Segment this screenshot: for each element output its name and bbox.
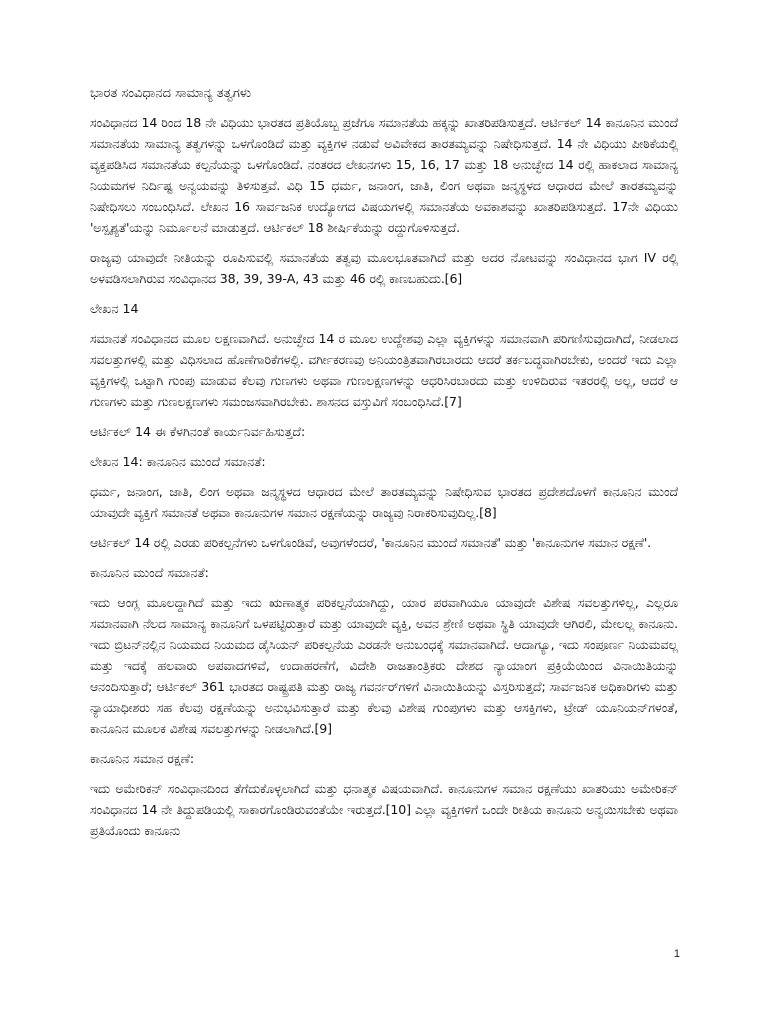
section-heading: ಆರ್ಟಿಕಲ್ 14 ಈ ಕೆಳಗಿನಂತೆ ಕಾರ್ಯನಿರ್ವಹಿಸುತ್ತದೆ: — [90, 424, 306, 439]
paragraph: ಸಮಾನತೆ ಸಂವಿಧಾನದ ಮೂಲ ಲಕ್ಷಣವಾಗಿದೆ. ಅನುಚ್ಛೇದ 14 ರ ಮೂಲ ಉದ್ದೇಶವು ಎಲ್ಲಾ ವ್ಯಕ್ತಿಗಳನ್ನು ಸಮಾನವಾಗಿ ಪರಿಗಣಿಸುವುದಾಗಿದೆ, ನೀಡಲಾದ ಸವಲತ್ತುಗಳಲ್ಲಿ ಮತ್ತು ವಿಧಿಸಲಾದ ಹೊಣೆಗಾರಿಕೆಗಳಲ್ಲಿ. ವರ್ಗೀಕರಣವು ಅನಿಯಂತ್ರಿತವಾಗಿರಬಾರದು ಆದರೆ ತರ್ಕಬದ್ಧವಾಗಿರಬೇಕು, ಅಂದರೆ ಇದು ಎಲ್ಲಾ ವ್ಯಕ್ತಿಗಳಲ್ಲಿ ಒಟ್ಟಾಗಿ ಗುಂಪು ಮಾಡುವ ಕೆಲವು ಗುಣಗಳು ಅಥವಾ ಗುಣಲಕ್ಷಣಗಳನ್ನು ಆಧರಿಸಿರಬಾರದು ಮತ್ತು ಉಳಿದಿರುವ ಇತರರಲ್ಲಿ ಅಲ್ಲ, ಆದರೆ ಆ ಗುಣಗಳು ಮತ್ತು ಗುಣಲಕ್ಷಣಗಳು ಸಮಂಜಸವಾಗಿರಬೇಕು. ಶಾಸನದ ವಸ್ತುವಿಗೆ ಸಂಬಂಧಿಸಿದೆ.[7] — [90, 331, 678, 409]
page-number: 1 — [673, 948, 680, 960]
paragraph: ಇದು ಅಮೇರಿಕನ್ ಸಂವಿಧಾನದಿಂದ ತೆಗೆದುಕೊಳ್ಳಲಾಗಿದೆ ಮತ್ತು ಧನಾತ್ಮಕ ವಿಷಯವಾಗಿದೆ. ಕಾನೂನುಗಳ ಸಮಾನ ರಕ್ಷಣೆಯು ಖಾತರಿಯು ಅಮೇರಿಕನ್ ಸಂವಿಧಾನದ 14 ನೇ ತಿದ್ದುಪಡಿಯಲ್ಲಿ ಸಾಕಾರಗೊಂಡಿರುವಂತೆಯೇ ಇರುತ್ತದೆ.[10] ಎಲ್ಲಾ ವ್ಯಕ್ತಿಗಳಿಗೆ ಒಂದೇ ರೀತಿಯ ಕಾನೂನು ಅನ್ವಯಿಸಬೇಕು ಅಥವಾ ಪ್ರತಿಯೊಂದು ಕಾನೂನು — [90, 781, 678, 838]
section-heading: ಕಾನೂನಿನ ಸಮಾನ ರಕ್ಷಣೆ: — [90, 751, 195, 766]
paragraph: ಧರ್ಮ, ಜನಾಂಗ, ಜಾತಿ, ಲಿಂಗ ಅಥವಾ ಜನ್ಮಸ್ಥಳದ ಆಧಾರದ ಮೇಲೆ ತಾರತಮ್ಯವನ್ನು ನಿಷೇಧಿಸುವ ಭಾರತದ ಪ್ರದೇಶದೊಳಗೆ ಕಾನೂನಿನ ಮುಂದೆ ಯಾವುದೇ ವ್ಯಕ್ತಿಗೆ ಸಮಾನತೆ ಅಥವಾ ಕಾನೂನುಗಳ ಸಮಾನ ರಕ್ಷಣೆಯನ್ನು ರಾಜ್ಯವು ನಿರಾಕರಿಸುವುದಿಲ್ಲ.[8] — [90, 484, 678, 520]
document-body — [90, 84, 678, 850]
section-heading: ಲೇಖನ 14 — [90, 301, 139, 316]
section-heading: ಕಾನೂನಿನ ಮುಂದೆ ಸಮಾನತೆ: — [90, 565, 209, 580]
section-heading: ಲೇಖನ 14: ಕಾನೂನಿನ ಮುಂದೆ ಸಮಾನತೆ: — [90, 454, 266, 469]
paragraph: ಸಂವಿಧಾನದ 14 ರಿಂದ 18 ನೇ ವಿಧಿಯು ಭಾರತದ ಪ್ರತಿಯೊಬ್ಬ ಪ್ರಜೆಗೂ ಸಮಾನತೆಯ ಹಕ್ಕನ್ನು ಖಾತರಿಪಡಿಸುತ್ತದೆ. ಆರ್ಟಿಕಲ್ 14 ಕಾನೂನಿನ ಮುಂದೆ ಸಮಾನತೆಯ ಸಾಮಾನ್ಯ ತತ್ವಗಳನ್ನು ಒಳಗೊಂಡಿದೆ ಮತ್ತು ವ್ಯಕ್ತಿಗಳ ನಡುವೆ ಅವಿವೇಕದ ತಾರತಮ್ಯವನ್ನು ನಿಷೇಧಿಸುತ್ತದೆ. 14 ನೇ ವಿಧಿಯು ಪೀಠಿಕೆಯಲ್ಲಿ ವ್ಯಕ್ತಪಡಿಸಿದ ಸಮಾನತೆಯ ಕಲ್ಪನೆಯನ್ನು ಒಳಗೊಂಡಿದೆ. ನಂತರದ ಲೇಖನಗಳು 15, 16, 17 ಮತ್ತು 18 ಅನುಚ್ಛೇದ 14 ರಲ್ಲಿ ಹಾಕಲಾದ ಸಾಮಾನ್ಯ ನಿಯಮಗಳ ನಿರ್ದಿಷ್ಟ ಅನ್ವಯವನ್ನು ತಿಳಿಸುತ್ತವೆ. ವಿಧಿ 15 ಧರ್ಮ, ಜನಾಂಗ, ಜಾತಿ, ಲಿಂಗ ಅಥವಾ ಜನ್ಮಸ್ಥಳದ ಆಧಾರದ ಮೇಲೆ ತಾರತಮ್ಯವನ್ನು ನಿಷೇಧಿಸಲು ಸಂಬಂಧಿಸಿದೆ. ಲೇಖನ 16 ಸಾರ್ವಜನಿಕ ಉದ್ಯೋಗದ ವಿಷಯಗಳಲ್ಲಿ ಸಮಾನತೆಯ ಅವಕಾಶವನ್ನು ಖಾತರಿಪಡಿಸುತ್ತದೆ. 17ನೇ ವಿಧಿಯು 'ಅಸ್ಪೃಶ್ಯತೆ'ಯನ್ನು ನಿರ್ಮೂಲನೆ ಮಾಡುತ್ತದೆ. ಆರ್ಟಿಕಲ್ 18 ಶೀರ್ಷಿಕೆಯನ್ನು ರದ್ದುಗೊಳಿಸುತ್ತದೆ. — [90, 115, 678, 235]
document-title: ಭಾರತ ಸಂವಿಧಾನದ ಸಾಮಾನ್ಯ ತತ್ವಗಳು — [90, 86, 252, 101]
paragraph: ಆರ್ಟಿಕಲ್ 14 ರಲ್ಲಿ ಎರಡು ಪರಿಕಲ್ಪನೆಗಳು ಒಳಗೊಂಡಿವೆ, ಅವುಗಳೆಂದರೆ, 'ಕಾನೂನಿನ ಮುಂದೆ ಸಮಾನತೆ' ಮತ್ತು 'ಕಾನೂನುಗಳ ಸಮಾನ ರಕ್ಷಣೆ'. — [90, 535, 652, 550]
paragraph: ರಾಜ್ಯವು ಯಾವುದೇ ನೀತಿಯನ್ನು ರೂಪಿಸುವಲ್ಲಿ ಸಮಾನತೆಯ ತತ್ವವು ಮೂಲಭೂತವಾಗಿದೆ ಮತ್ತು ಅದರ ನೋಟವನ್ನು ಸಂವಿಧಾನದ ಭಾಗ IV ರಲ್ಲಿ ಅಳವಡಿಸಲಾಗಿರುವ ಸಂವಿಧಾನದ 38, 39, 39-A, 43 ಮತ್ತು 46 ರಲ್ಲಿ ಕಾಣಬಹುದು.[6] — [90, 250, 678, 286]
paragraph: ಇದು ಆಂಗ್ಲ ಮೂಲದ್ದಾಗಿದೆ ಮತ್ತು ಇದು ಋಣಾತ್ಮಕ ಪರಿಕಲ್ಪನೆಯಾಗಿದ್ದು, ಯಾರ ಪರವಾಗಿಯೂ ಯಾವುದೇ ವಿಶೇಷ ಸವಲತ್ತುಗಳಿಲ್ಲ, ಎಲ್ಲರೂ ಸಮಾನವಾಗಿ ನೆಲದ ಸಾಮಾನ್ಯ ಕಾನೂನಿಗೆ ಒಳಪಟ್ಟಿರುತ್ತಾರೆ ಮತ್ತು ಯಾವುದೇ ವ್ಯಕ್ತಿ, ಅವನ ಶ್ರೇಣಿ ಅಥವಾ ಸ್ಥಿತಿ ಯಾವುದೇ ಆಗಿರಲಿ, ಮೇಲಲ್ಲ ಕಾನೂನು. ಇದು ಬ್ರಿಟನ್‌ನಲ್ಲಿನ ನಿಯಮದ ನಿಯಮದ ಡೈಸಿಯನ್ ಪರಿಕಲ್ಪನೆಯ ಎರಡನೇ ಅನುಬಂಧಕ್ಕೆ ಸಮಾನವಾಗಿದೆ. ಆದಾಗ್ಯೂ, ಇದು ಸಂಪೂರ್ಣ ನಿಯಮವಲ್ಲ ಮತ್ತು ಇದಕ್ಕೆ ಹಲವಾರು ಅಪವಾದಗಳಿವೆ, ಉದಾಹರಣೆಗೆ, ವಿದೇಶಿ ರಾಜತಾಂತ್ರಿಕರು ದೇಶದ ನ್ಯಾಯಾಂಗ ಪ್ರಕ್ರಿಯೆಯಿಂದ ವಿನಾಯಿತಿಯನ್ನು ಆನಂದಿಸುತ್ತಾರೆ; ಆರ್ಟಿಕಲ್ 361 ಭಾರತದ ರಾಷ್ಟ್ರಪತಿ ಮತ್ತು ರಾಜ್ಯ ಗವರ್ನರ್‌ಗಳಿಗೆ ವಿನಾಯಿತಿಯನ್ನು ವಿಸ್ತರಿಸುತ್ತದೆ; ಸಾರ್ವಜನಿಕ ಅಧಿಕಾರಿಗಳು ಮತ್ತು ನ್ಯಾಯಾಧೀಶರು ಸಹ ಕೆಲವು ರಕ್ಷಣೆಯನ್ನು ಅನುಭವಿಸುತ್ತಾರೆ ಮತ್ತು ಕೆಲವು ವಿಶೇಷ ಗುಂಪುಗಳು ಮತ್ತು ಆಸಕ್ತಿಗಳು, ಟ್ರೇಡ್ ಯೂನಿಯನ್‌ಗಳಂತೆ, ಕಾನೂನಿನ ಮೂಲಕ ವಿಶೇಷ ಸವಲತ್ತುಗಳನ್ನು ನೀಡಲಾಗಿದೆ.[9] — [90, 595, 679, 736]
